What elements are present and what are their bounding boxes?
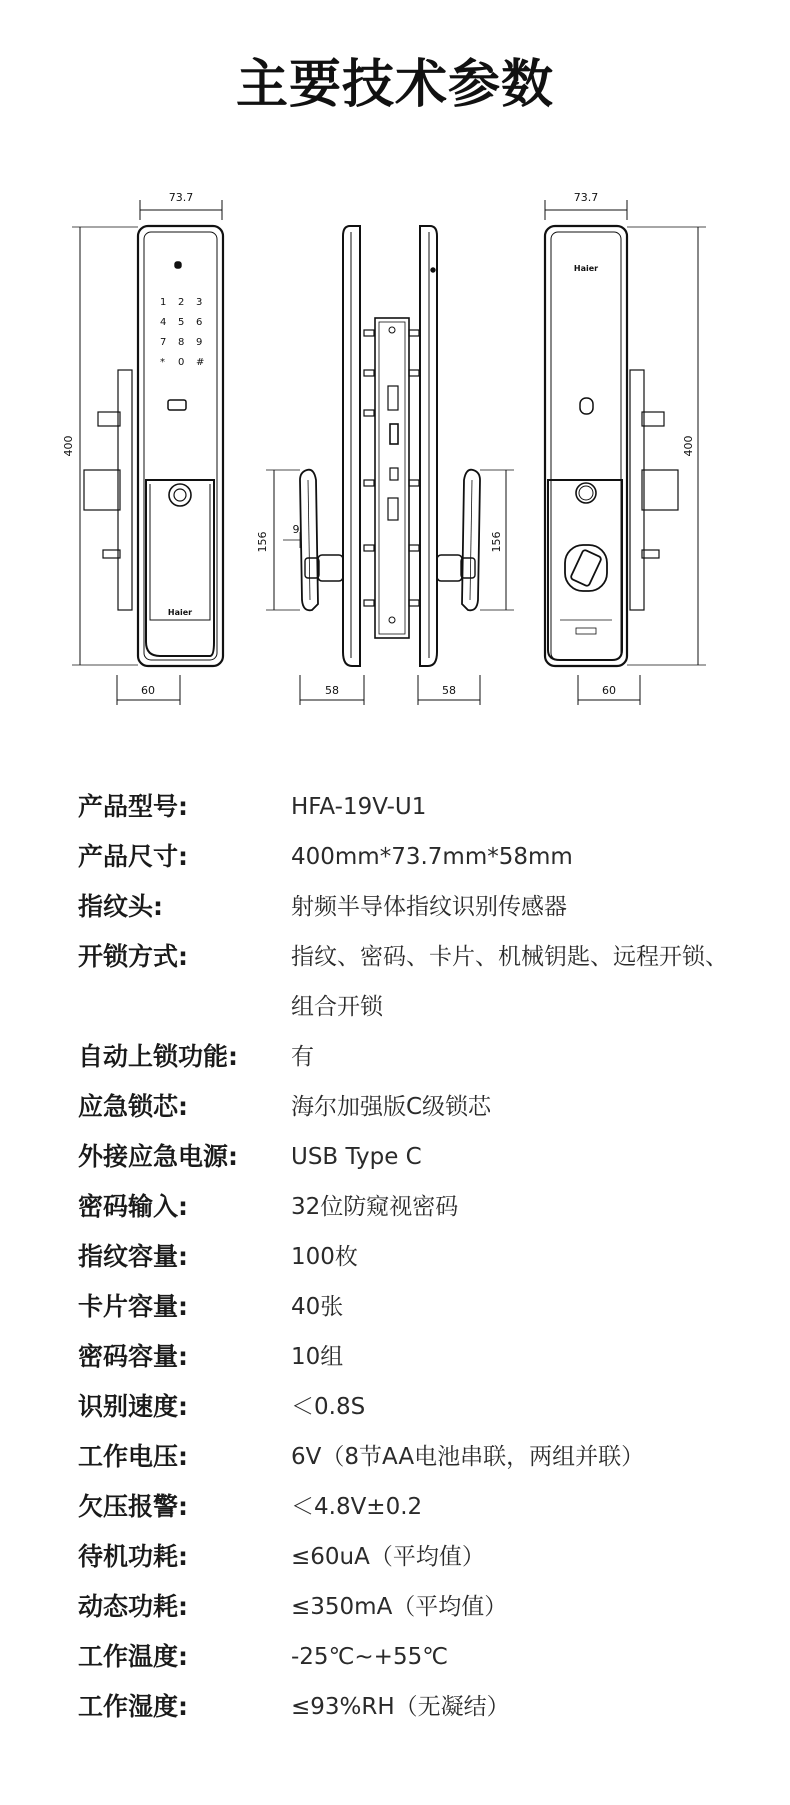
spec-label: 欠压报警:: [78, 1492, 188, 1521]
brand-back: Haier: [573, 264, 599, 273]
spec-value: 有: [291, 1044, 314, 1070]
spec-value: HFA-19V-U1: [291, 794, 427, 820]
spec-value: 400mm*73.7mm*58mm: [291, 844, 573, 870]
svg-text:7: 7: [160, 337, 167, 348]
spec-row-model: [78, 782, 778, 832]
spec-row-dynamic-power: [78, 1582, 778, 1632]
spec-value: USB Type C: [291, 1144, 422, 1170]
svg-text:5: 5: [178, 317, 185, 328]
spec-value: ≤60uA（平均值）: [291, 1544, 485, 1570]
spec-table: [78, 782, 778, 1732]
dim-height-right: 400: [682, 435, 695, 457]
spec-row-working-voltage: [78, 1432, 778, 1482]
dim-small: 9: [292, 523, 300, 536]
spec-row-password-capacity: [78, 1332, 778, 1382]
spec-label: 识别速度:: [78, 1392, 188, 1421]
dim-width-front: 73.7: [168, 191, 194, 204]
spec-label: 指纹容量:: [78, 1242, 188, 1271]
spec-row-size: [78, 832, 778, 882]
spec-value: ≤93%RH（无凝结）: [291, 1694, 510, 1720]
spec-value-line-1: 指纹、密码、卡片、机械钥匙、远程开锁、: [291, 944, 728, 970]
svg-text:4: 4: [160, 317, 167, 328]
spec-label: 产品尺寸:: [78, 842, 188, 871]
side-view: [256, 226, 514, 705]
spec-row-emergency-cylinder: [78, 1082, 778, 1132]
spec-label: 应急锁芯:: [78, 1092, 188, 1121]
dim-handle-left: 156: [256, 531, 269, 553]
spec-label: 工作电压:: [78, 1442, 188, 1471]
spec-value-line-2: 组合开锁: [291, 994, 383, 1020]
dim-bottom-4: 60: [602, 684, 616, 697]
svg-text:1: 1: [160, 297, 167, 308]
spec-value: 射频半导体指纹识别传感器: [291, 894, 567, 920]
spec-value: ＜0.8S: [291, 1394, 366, 1420]
spec-row-fingerprint-capacity: [78, 1232, 778, 1282]
dim-bottom-3: 58: [442, 684, 456, 697]
spec-label: 产品型号:: [78, 792, 188, 821]
spec-row-unlock-methods: [78, 932, 778, 1032]
spec-label: 外接应急电源:: [78, 1142, 238, 1171]
spec-value: 100枚: [291, 1244, 358, 1270]
spec-label: 密码输入:: [78, 1192, 188, 1221]
spec-row-standby-power: [78, 1532, 778, 1582]
spec-row-fingerprint-sensor: [78, 882, 778, 932]
spec-row-working-humidity: [78, 1682, 778, 1732]
dim-width-back: 73.7: [573, 191, 599, 204]
spec-label: 密码容量:: [78, 1342, 188, 1371]
spec-row-emergency-power: [78, 1132, 778, 1182]
svg-text:#: #: [196, 357, 205, 368]
svg-text:9: 9: [196, 337, 203, 348]
svg-text:0: 0: [178, 357, 185, 368]
spec-value: 6V（8节AA电池串联，两组并联）: [291, 1444, 645, 1470]
spec-value: 10组: [291, 1344, 344, 1370]
spec-label: 工作湿度:: [78, 1692, 188, 1721]
dim-height-left: 400: [62, 435, 75, 457]
spec-value-multiline: [291, 932, 778, 1032]
keypad: [160, 297, 204, 368]
back-view: [545, 191, 706, 705]
dim-bottom-1: 60: [141, 684, 155, 697]
svg-text:*: *: [160, 357, 165, 368]
spec-value: 32位防窥视密码: [291, 1194, 459, 1220]
svg-text:8: 8: [178, 337, 185, 348]
spec-label: 指纹头:: [78, 892, 163, 921]
page-title: 主要技术参数: [235, 55, 554, 115]
spec-row-password-input: [78, 1182, 778, 1232]
spec-label: 自动上锁功能:: [78, 1042, 238, 1071]
technical-drawing: [0, 180, 790, 720]
spec-value: 40张: [291, 1294, 344, 1320]
front-view: [62, 180, 223, 705]
spec-row-auto-lock: [78, 1032, 778, 1082]
dim-bottom-2: 58: [325, 684, 339, 697]
spec-label: 待机功耗:: [78, 1542, 188, 1571]
spec-value: ≤350mA（平均值）: [291, 1594, 508, 1620]
spec-label: 开锁方式:: [78, 942, 188, 971]
svg-text:6: 6: [196, 317, 203, 328]
spec-value: ＜4.8V±0.2: [291, 1494, 423, 1520]
spec-label: 卡片容量:: [78, 1292, 188, 1321]
svg-text:3: 3: [196, 297, 203, 308]
spec-row-card-capacity: [78, 1282, 778, 1332]
dim-handle-right: 156: [490, 531, 503, 553]
spec-row-low-voltage-alarm: [78, 1482, 778, 1532]
spec-row-working-temperature: [78, 1632, 778, 1682]
spec-value: -25℃~+55℃: [291, 1644, 449, 1670]
brand-front: Haier: [167, 608, 193, 617]
spec-label: 工作温度:: [78, 1642, 188, 1671]
spec-row-recognition-speed: [78, 1382, 778, 1432]
spec-label: 动态功耗:: [78, 1592, 188, 1621]
spec-value: 海尔加强版C级锁芯: [291, 1094, 492, 1120]
svg-text:2: 2: [178, 297, 185, 308]
